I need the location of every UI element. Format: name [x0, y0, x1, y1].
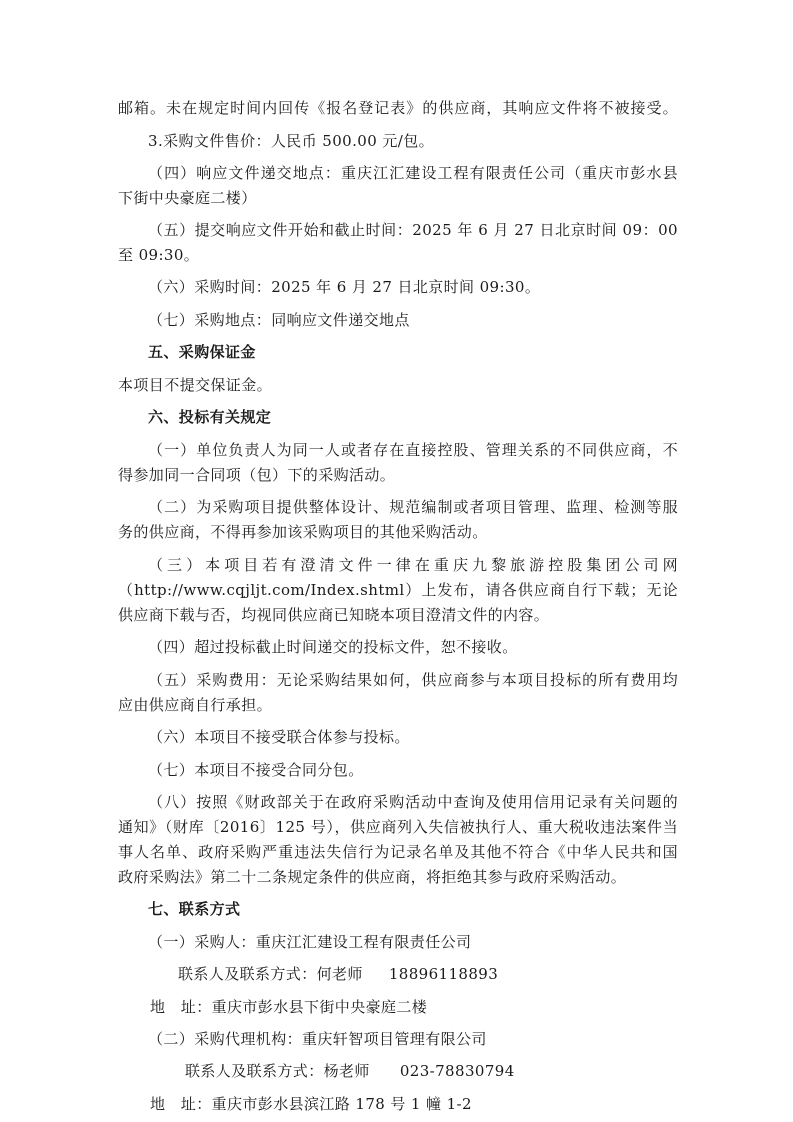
section-heading-rules: 六、投标有关规定: [148, 408, 272, 426]
purchaser-contact: [178, 964, 678, 984]
purchase-location: （七）采购地点：同响应文件递交地点: [148, 311, 410, 329]
text-line: 事人名单、政府采购严重违法失信行为记录名单及其他不符合《中华人民共和国: [118, 843, 678, 861]
text-line: （三）本项目若有澄清文件一律在重庆九黎旅游控股集团公司网: [148, 556, 678, 574]
clarification-url-line: （http://www.cqjljt.com/Index.shtml）上发布，请各供应商自行下载；无论: [118, 581, 678, 599]
text-line: （五）采购费用：无论采购结果如何，供应商参与本项目投标的所有费用均: [148, 671, 678, 689]
submission-location: （四）响应文件递交地点：重庆江汇建设工程有限责任公司（重庆市彭水县: [148, 164, 678, 182]
text-line: （四）超过投标截止时间递交的投标文件，恕不接收。: [148, 638, 518, 656]
agency-contact: [185, 1061, 678, 1081]
text-line: 下街中央豪庭二楼）: [118, 189, 257, 207]
contact-phone: 18896118893: [388, 965, 499, 983]
text-line: 通知》（财库〔2016〕125 号），供应商列入失信被执行人、重大税收违法案件当: [118, 818, 678, 836]
text-line: （八）按照《财政部关于在政府采购活动中查询及使用信用记录有关问题的: [148, 793, 678, 811]
text-line: （二）为采购项目提供整体设计、规范编制或者项目管理、监理、检测等服: [148, 498, 678, 516]
section-heading-deposit: 五、采购保证金: [148, 343, 256, 361]
text-line: 至 09:30。: [118, 246, 200, 264]
text-line: 供应商下载与否，均视同供应商已知晓本项目澄清文件的内容。: [118, 606, 550, 624]
contact-phone: 023-78830794: [399, 1062, 515, 1080]
text-line: 得参加同一合同项（包）下的采购活动。: [118, 466, 396, 484]
purchaser-address: 地 址：重庆市彭水县下街中央豪庭二楼: [150, 998, 428, 1016]
text-line: （一）单位负责人为同一人或者存在直接控股、管理关系的不同供应商，不: [148, 441, 678, 459]
text-line: （六）本项目不接受联合体参与投标。: [148, 728, 410, 746]
submission-time: （五）提交响应文件开始和截止时间：2025 年 6 月 27 日北京时间 09：00: [148, 221, 678, 239]
text-line: 本项目不提交保证金。: [118, 376, 273, 394]
contact-label: 联系人及联系方式：何老师: [178, 965, 363, 983]
contact-label: 联系人及联系方式：杨老师: [185, 1062, 370, 1080]
purchaser-name: （一）采购人：重庆江汇建设工程有限责任公司: [148, 933, 472, 951]
text-line: 务的供应商，不得再参加该采购项目的其他采购活动。: [118, 523, 488, 541]
purchase-time: （六）采购时间：2025 年 6 月 27 日北京时间 09:30。: [148, 278, 541, 296]
text-line: 邮箱。未在规定时间内回传《报名登记表》的供应商，其响应文件将不被接受。: [118, 99, 678, 117]
text-line: 应由供应商自行承担。: [118, 696, 273, 714]
agency-name: （二）采购代理机构：重庆轩智项目管理有限公司: [148, 1030, 487, 1048]
text-line: 政府采购法》第二十二条规定条件的供应商，将拒绝其参与政府采购活动。: [118, 868, 627, 886]
text-line: （七）本项目不接受合同分包。: [148, 761, 364, 779]
section-heading-contact: 七、联系方式: [148, 900, 241, 918]
purchase-doc-price: 3.采购文件售价：人民币 500.00 元/包。: [148, 132, 434, 150]
agency-address: 地 址：重庆市彭水县滨江路 178 号 1 幢 1-2: [150, 1095, 472, 1113]
